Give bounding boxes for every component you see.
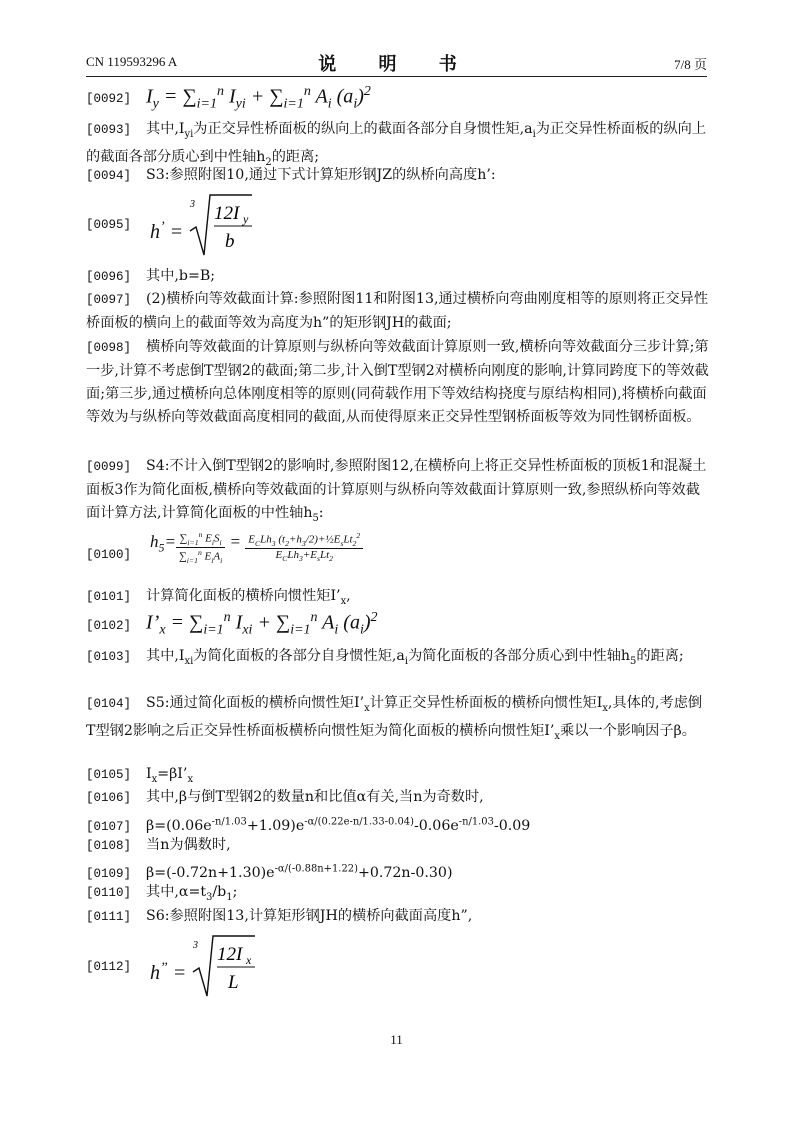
paragraph-0097: [0097] (2)横桥向等效截面计算:参照附图11和附图13,通过横桥向弯曲刚度相等的原则将正交异性桥面板的横向上的截面等效为高度为h”的矩形钢JH的截面; [86,291,709,331]
svg-text:3: 3 [193,940,199,951]
svg-text:3: 3 [190,199,196,210]
page-number: 11 [390,1032,403,1047]
paragraph-0109: [0109] $\beta=(-0.72n+1.30)e^{-\alpha/(-0.88n+1.22)}+0.72n-0.30$) [86,863,453,881]
cube-root-sign [188,193,252,257]
cube-root-sign [191,934,255,998]
paragraph-0107: [0107] $\beta=(0.06e^{-n/1.03}+1.09)e^{-\alpha/(0.22e-n/1.33-0.04)}-0.06e^{-n/1.03}-0.09$ [86,816,531,834]
paragraph-0105: [0105] $I_x=\beta I’_x$ [86,766,194,785]
svg-text:L: L [228,972,239,993]
svg-text:y: y [243,212,249,226]
doc-title: 说 明 书 [318,54,475,75]
paragraph-0099: [0099] S4:不计入倒T型钢2的影响时,参照附图12,在横桥向上将正交异性桥面板的顶板1和混凝土面板3作为简化面板,横桥向等效截面的计算原则与纵桥向等效截面计算原则一致,参照纵桥向等效截面计算方法,计算简化面板的中性轴$h_5$: [86,458,707,524]
page-indicator: 7/8 页 [674,57,707,72]
equation-iy: $I_y = \sum_{i=1}^n$ $I_{yi} + \sum_{i=1}^n$ $A_i$ $(a_i)^2$ [146,84,371,112]
header-rule [86,76,707,77]
para-num: [0092] [86,92,132,106]
paragraph-0101: [0101] 计算简化面板的横桥向惯性矩$I’_x$, [86,588,351,607]
para-num: [0112] [86,960,132,974]
paragraph-0093: [0093] 其中$,I_{yi}$为正交异性桥面板的纵向上的截面各部分自身惯性矩$,a_i$为正交异性桥面板的纵向上的截面各部分质心到中性轴$h_2$的距离; [86,121,707,168]
paragraph-0111: [0111] S6:参照附图13,计算矩形钢JH的横桥向截面高度h”, [86,908,473,924]
paragraph-0104: [0104] S5:通过简化面板的横桥向惯性矩$I’_x$计算正交异性桥面板的横桥向惯性矩$I_x$,具体的,考虑倒T型钢2影响之后正交异性桥面板横桥向惯性矩为简化面板的横桥向惯性矩$I’_x$乘以一个影响因子β。 [86,695,703,742]
para-num: [0100] [86,548,132,562]
paragraph-0103: [0103] 其中$,I_{xi}$为简化面板的各部分自身惯性矩$,a_i$为简化面板的各部分质心到中性轴$h_5$的距离; [86,648,684,667]
equation-h5: $h_5=$ $\frac{\sum_{i=1}^n E_iS_i}{\sum_{i=1}^n E_iA_i}$ = $\frac{E_CLh_3 (t_2+h_3/2)+\frac{1}{2}E_sLt_2^2}{E_CLh_3+E_sLt_2}$ [150,530,363,565]
svg-text:12I: 12I [214,203,240,224]
para-num: [0102] [86,619,132,633]
svg-text:x: x [246,953,252,967]
svg-text:12I: 12I [217,944,243,965]
paragraph-0098: [0098] 横桥向等效截面的计算原则与纵桥向等效截面计算原则一致,横桥向等效截面分三步计算;第一步,计算不考虑倒T型钢2的截面;第二步,计入倒T型钢2对横桥向刚度的影响,计算同跨度下的等效截面;第三步,通过横桥向总体刚度相等的原则(同荷载作用下等效结构挠度与原结构相同),将横桥向截面等效为与纵桥向等效截面高度相同的截面,从而使得原来正交异性型钢桥面板等效为同性钢桥面板。 [86,339,709,425]
paragraph-0106: [0106] 其中,β与倒T型钢2的数量n和比值α有关,当n为奇数时, [86,789,484,805]
paragraph-0094: [0094] S3:参照附图10,通过下式计算矩形钢JZ的纵桥向高度h’: [86,167,496,183]
svg-text:b: b [225,231,235,252]
equation-ix-prime: $I’_x = \sum_{i=1}^n$ $I_{xi} + \sum_{i=1}^n$ $A_i$ $(a_i)^2$ [146,610,378,638]
paragraph-0096: [0096] 其中,b=B; [86,268,216,284]
doc-number: CN 119593296 A [86,54,178,69]
page-header [86,50,707,74]
para-num: [0095] [86,218,132,232]
paragraph-0108: [0108] 当n为偶数时, [86,837,231,853]
paragraph-0110: [0110] 其中$,\alpha=t_3/b_1$; [86,884,238,903]
equation-h-prime: h’ = 3 12I y b [150,193,252,257]
equation-h-double-prime: h” = 3 12I x L [150,934,255,998]
